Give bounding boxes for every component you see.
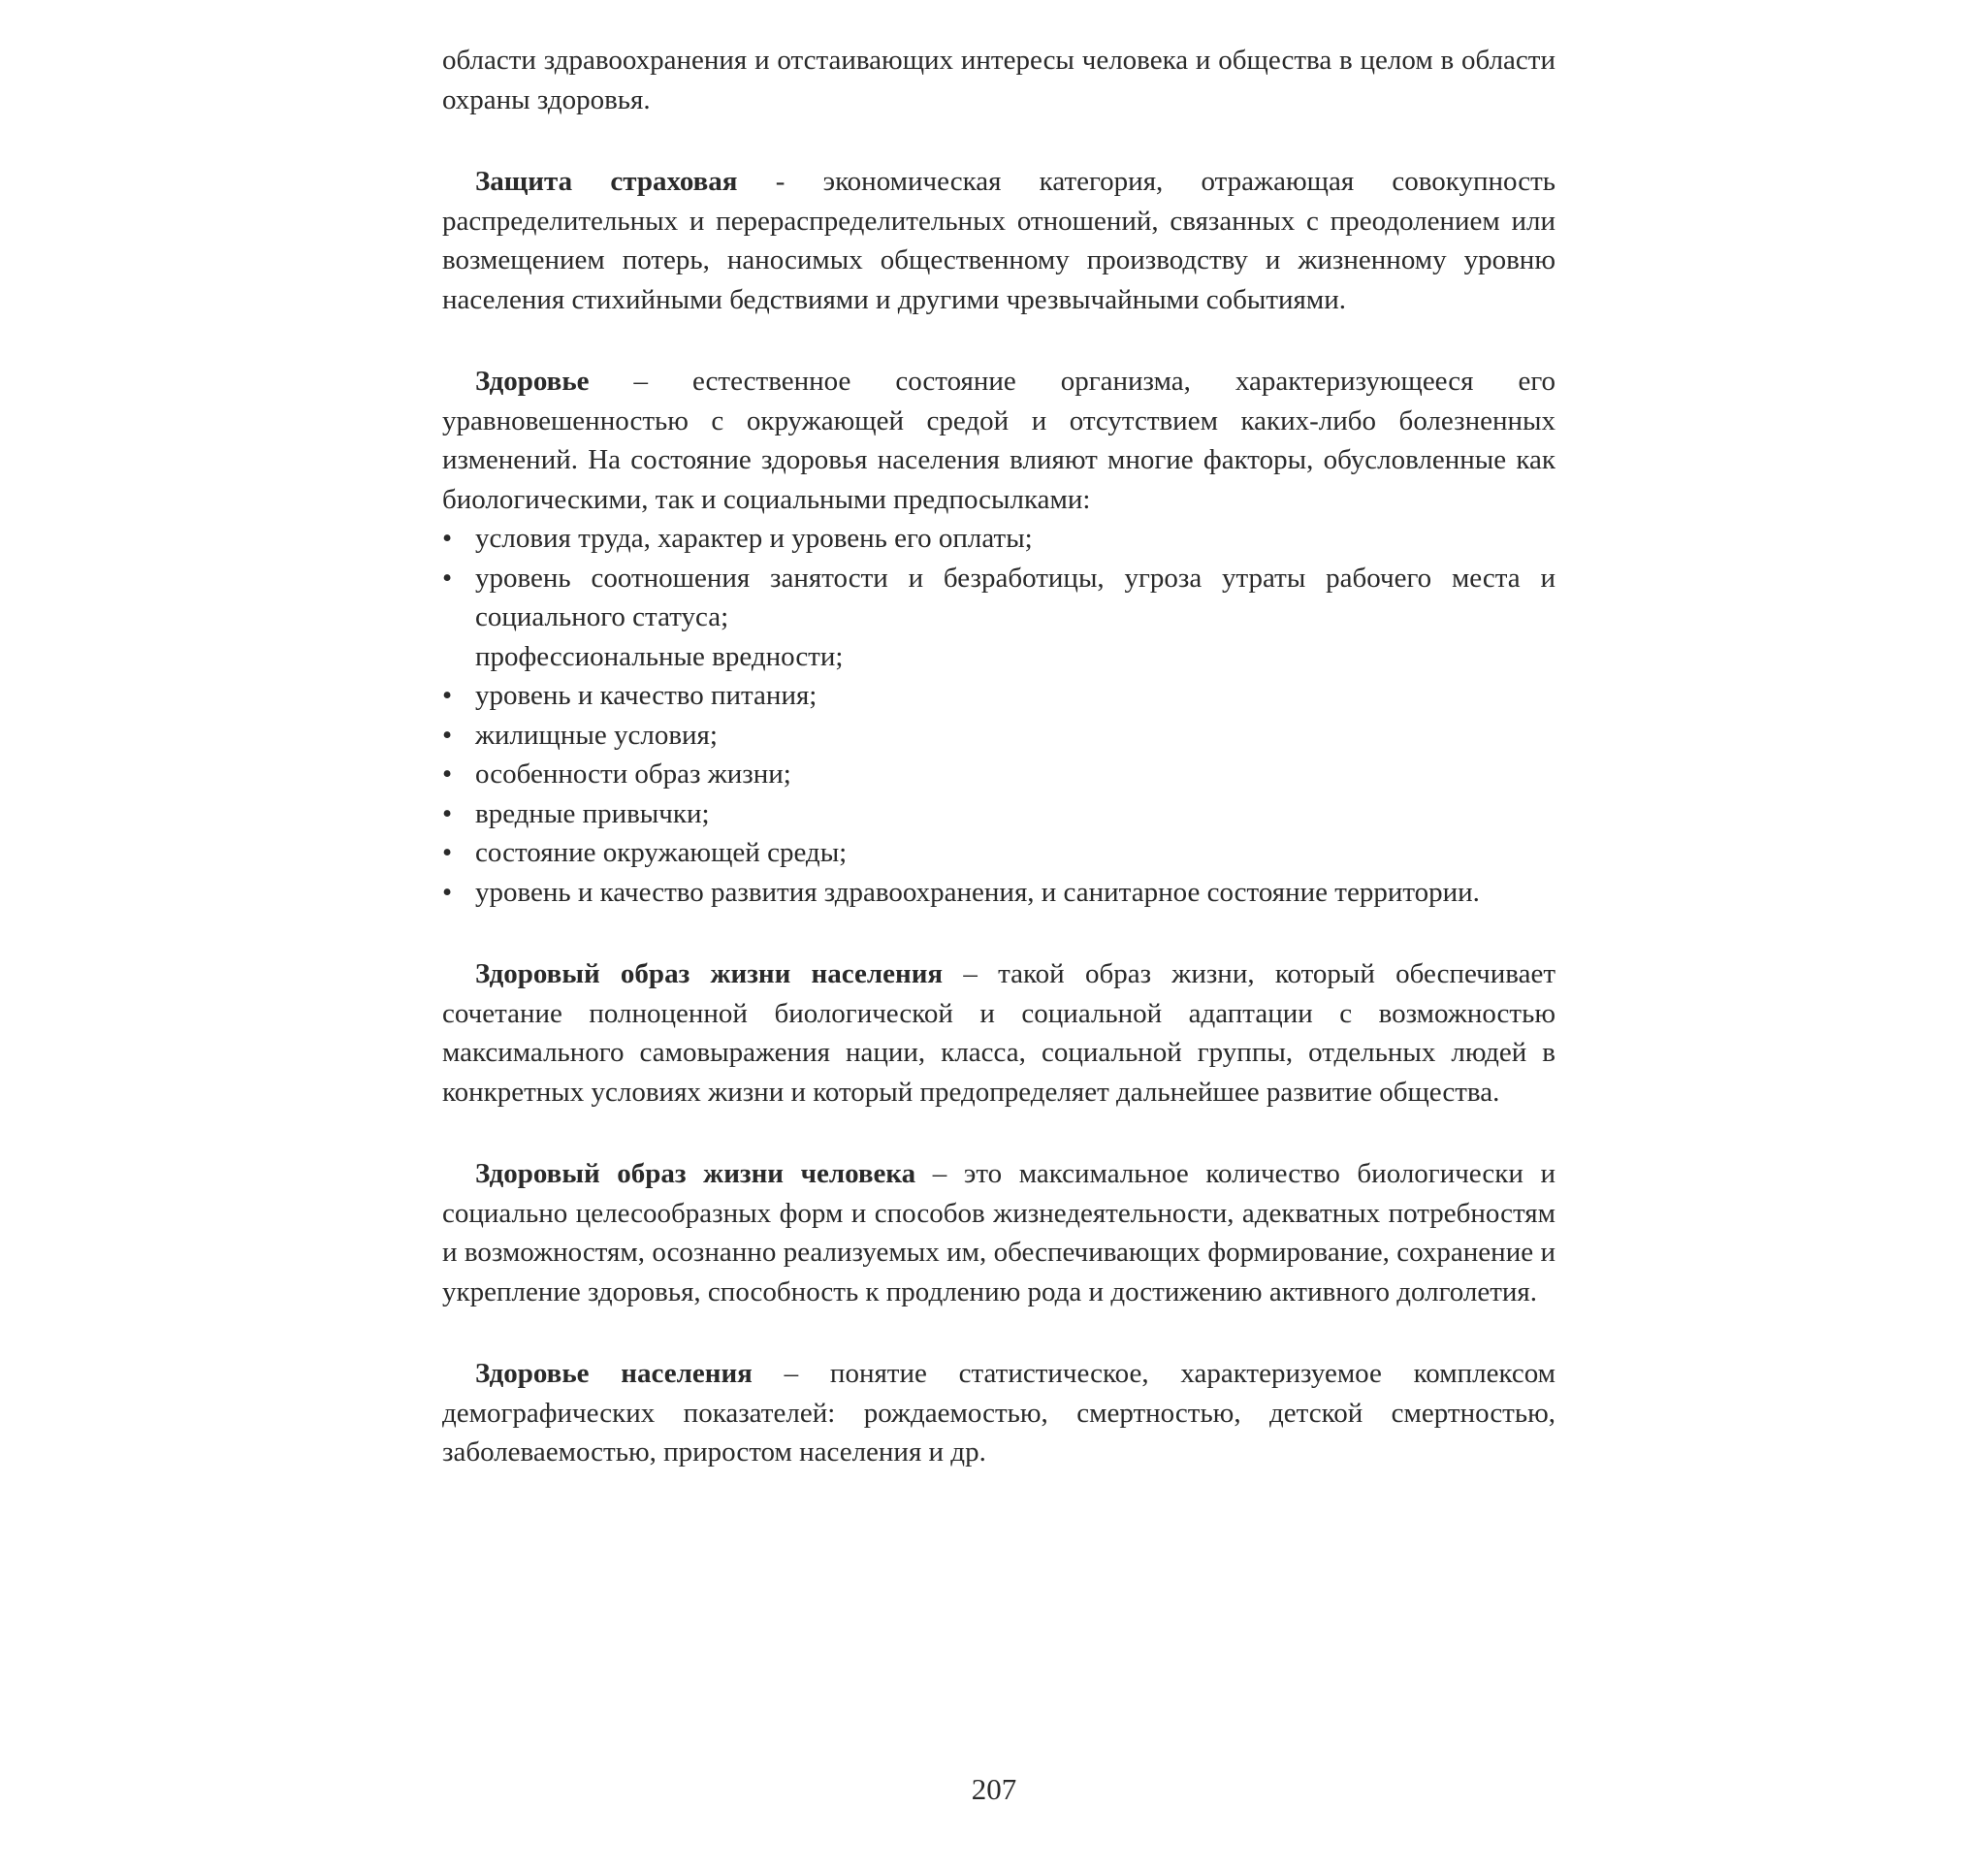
entry-definition: – такой образ жизни, который обеспечивает сочетание полноценной биологической и социальной адаптации с возможностью максимального самовыражения нации, класса, социальной группы, отдельных людей в конкретных условиях жизни и который предопределяет дальнейшее развитие общества.	[442, 958, 1555, 1108]
list-item: • состояние окружающей среды;	[442, 833, 1555, 873]
entry-insurance-protection	[442, 162, 1555, 319]
list-item: • уровень и качество питания;	[442, 676, 1555, 716]
entry-definition: – понятие статистическое, характеризуемое комплексом демографических показателей: рождаемостью, смертностью, детской смертностью, заболеваемостью, приростом населения и др.	[442, 1358, 1555, 1468]
entry-definition: – естественное состояние организма, характеризующееся его уравновешенностью с окружающей средой и отсутствием каких-либо болезненных изменений. На состояние здоровья населения влияют многие факторы, обусловленные как биологическими, так и социальными предпосылками:	[442, 366, 1555, 515]
list-item: • жилищные условия;	[442, 716, 1555, 756]
list-item: • вредные привычки;	[442, 794, 1555, 834]
entry-term: Защита страховая	[475, 166, 738, 197]
list-item: • особенности образ жизни;	[442, 755, 1555, 794]
entry-term: Здоровье населения	[475, 1358, 753, 1389]
intro-continuation: области здравоохранения и отстаивающих интересы человека и общества в целом в области охраны здоровья.	[442, 45, 1555, 115]
entry-term: Здоровый образ жизни человека	[475, 1158, 916, 1189]
entry-term: Здоровье	[475, 366, 590, 397]
list-item: профессиональные вредности;	[475, 640, 844, 672]
entry-healthy-lifestyle-population	[442, 954, 1555, 1112]
entry-definition: – это максимальное количество биологически и социально целесообразных форм и способов жизнедеятельности, адекватных потребностям и возможностям, осознанно реализуемых им, обеспечивающих формирование, сохранение и укрепление здоровья, способность к продлению рода и достижению активного долголетия.	[442, 1158, 1555, 1307]
entry-term: Здоровый образ жизни населения	[475, 958, 944, 989]
list-item: • условия труда, характер и уровень его оплаты;	[442, 519, 1555, 559]
page-content	[442, 41, 1555, 1472]
entry-definition: - экономическая категория, отражающая совокупность распределительных и перераспределительных отношений, связанных с преодолением или возмещением потерь, наносимых общественному производству и жизненному уровню населения стихийными бедствиями и другими чрезвычайными событиями.	[442, 166, 1555, 315]
list-item: • уровень и качество развития здравоохранения, и санитарное состояние территории.	[442, 873, 1555, 913]
entry-healthy-lifestyle-person	[442, 1154, 1555, 1311]
health-factors-list	[442, 519, 1555, 912]
entry-health	[442, 362, 1555, 519]
entry-population-health	[442, 1354, 1555, 1472]
page-number: 207	[971, 1772, 1017, 1806]
list-item: • уровень соотношения занятости и безработицы, угроза утраты рабочего места и социального статуса;	[442, 559, 1555, 637]
